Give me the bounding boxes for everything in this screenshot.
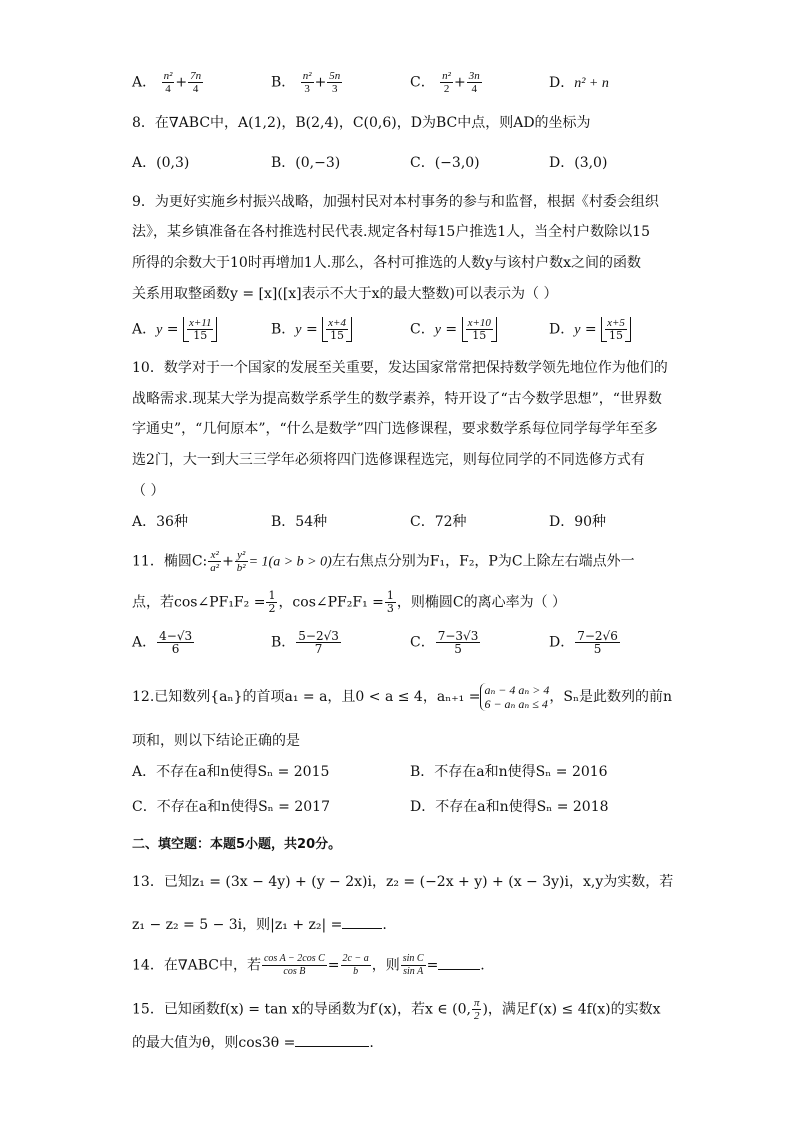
q8-option-d: D．(3,0) xyxy=(549,155,608,171)
q11-option-b: B． $\frac{5-2√3}{7}$ xyxy=(271,629,339,656)
q15-answer-blank[interactable] xyxy=(295,1034,369,1047)
q12-line-1: 12.已知数列{aₙ}的首项a₁ = a，且0 < a ≤ 4，aₙ₊₁ = aₙ − 4 aₙ > 4 6 − aₙ aₙ ≤ 4 ，Sₙ是此数列的前n xyxy=(132,683,673,711)
q11-option-a: A． $\frac{4-√3}{6}$ xyxy=(132,629,193,656)
q13-line-1: 13．已知z₁ = (3x − 4y) + (y − 2x)i，z₂ = (−2x + y) + (x − 3y)i，x,y为实数，若 xyxy=(132,874,674,890)
q14-line: 14．在∇ABC中，若 $\frac{\text{cos A − 2cos C}}{\text{cos B}}$ = $\frac{2c - a}{b}$ ，则 $\frac{\text{sin C}}{\text{sin A}}$ = . xyxy=(132,953,485,977)
q12-option-a: A．不存在a和n使得Sₙ = 2015 xyxy=(132,764,330,780)
q11-line-1: 11．椭圆C: $\frac{\text{x²}}{\text{a²}}$ + $\frac{\text{y²}}{\text{b²}}$ = 1(a > b > 0)左右焦点分别为F₁，F₂，P为C上除左右端点外一 xyxy=(132,549,635,574)
q9-option-d: D．y = $\frac{x+5}{15}$ xyxy=(549,317,631,342)
q9-line-1: 9．为更好实施乡村振兴战略，加强村民对本村事务的参与和监督，根据《村委会组织 xyxy=(132,194,659,210)
q10-option-c: C．72种 xyxy=(410,514,467,530)
q12-option-c: C．不存在a和n使得Sₙ = 2017 xyxy=(132,799,330,815)
q7-option-c: C． $\frac{\text{n²}}{2}$ + $\frac{3n}{4}$ xyxy=(410,70,480,95)
q8-option-a: A．(0,3) xyxy=(132,155,190,171)
q11-line-2: 点，若cos∠PF₁F₂ = $\frac{1}{2}$ ，cos∠PF₂F₁ = $\frac{1}{3}$ ，则椭圆C的离心率为（ ） xyxy=(132,589,567,615)
q8-option-c: C．(−3,0) xyxy=(410,155,480,171)
section-title-fill-in: 二、填空题：本题5小题，共20分。 xyxy=(132,837,342,852)
q10-line-5: （ ） xyxy=(132,483,165,499)
q9-option-a: A．y = $\frac{x+11}{15}$ xyxy=(132,317,217,342)
q12-option-b: B．不存在a和n使得Sₙ = 2016 xyxy=(410,764,608,780)
q9-line-4: 关系用取整函数y = [x]([x]表示不大于x的最大整数)可以表示为（ ） xyxy=(132,286,558,302)
q10-line-3: 字通史”，“几何原本”，“什么是数学”四门选修课程，要求数学系每位同学每学年至多 xyxy=(132,421,658,437)
q7-option-b: B． $\frac{\text{n²}}{3}$ + $\frac{5n}{3}$ xyxy=(271,70,341,95)
q10-option-b: B．54种 xyxy=(271,514,328,530)
q8-option-b: B．(0,−3) xyxy=(271,155,341,171)
q15-line-2: 的最大值为θ，则cos3θ = . xyxy=(132,1035,374,1051)
q9-option-c: C．y = $\frac{x+10}{15}$ xyxy=(410,317,497,342)
q10-line-4: 选2门，大一到大三三学年必须将四门选修课程选完，则每位同学的不同选修方式有 xyxy=(132,452,645,468)
q11-option-c: C． $\frac{7-3√3}{5}$ xyxy=(410,629,479,656)
q12-option-d: D．不存在a和n使得Sₙ = 2018 xyxy=(410,799,609,815)
q10-option-d: D．90种 xyxy=(549,514,607,530)
q10-option-a: A．36种 xyxy=(132,514,188,530)
q15-line-1: 15．已知函数f(x) = tan x的导函数为f′(x)，若x ∈ (0, $\frac{\pi}{2}$ )，满足f′(x) ≤ 4f(x)的实数x xyxy=(132,997,661,1022)
q8-stem: 8．在∇ABC中，A(1,2)，B(2,4)，C(0,6)，D为BC中点，则AD的坐标为 xyxy=(132,115,591,131)
q9-line-3: 所得的余数大于10时再增加1人.那么，各村可推选的人数y与该村户数x之间的函数 xyxy=(132,255,641,271)
q10-line-1: 10．数学对于一个国家的发展至关重要，发达国家常常把保持数学领先地位作为他们的 xyxy=(132,360,668,376)
q9-line-2: 法》，某乡镇准备在各村推选村民代表.规定各村每15户推选1人，当全村户数除以15 xyxy=(132,224,650,240)
q11-option-d: D． $\frac{7-2√6}{5}$ xyxy=(549,629,618,656)
q13-line-2: z₁ − z₂ = 5 − 3i，则|z₁ + z₂| = . xyxy=(132,917,387,933)
q7-option-a: A． $\frac{\text{n²}}{4}$ + $\frac{7n}{4}$ xyxy=(132,70,202,95)
q9-option-b: B．y = $\frac{x+4}{15}$ xyxy=(271,317,352,342)
q14-answer-blank[interactable] xyxy=(438,957,480,970)
q7-option-d: D．n² + n xyxy=(549,75,609,91)
q13-answer-blank[interactable] xyxy=(342,916,382,929)
q12-line-2: 项和，则以下结论正确的是 xyxy=(132,733,300,749)
q10-line-2: 战略需求.现某大学为提高数学系学生的数学素养，特开设了“古今数学思想”，“世界数 xyxy=(132,391,662,407)
